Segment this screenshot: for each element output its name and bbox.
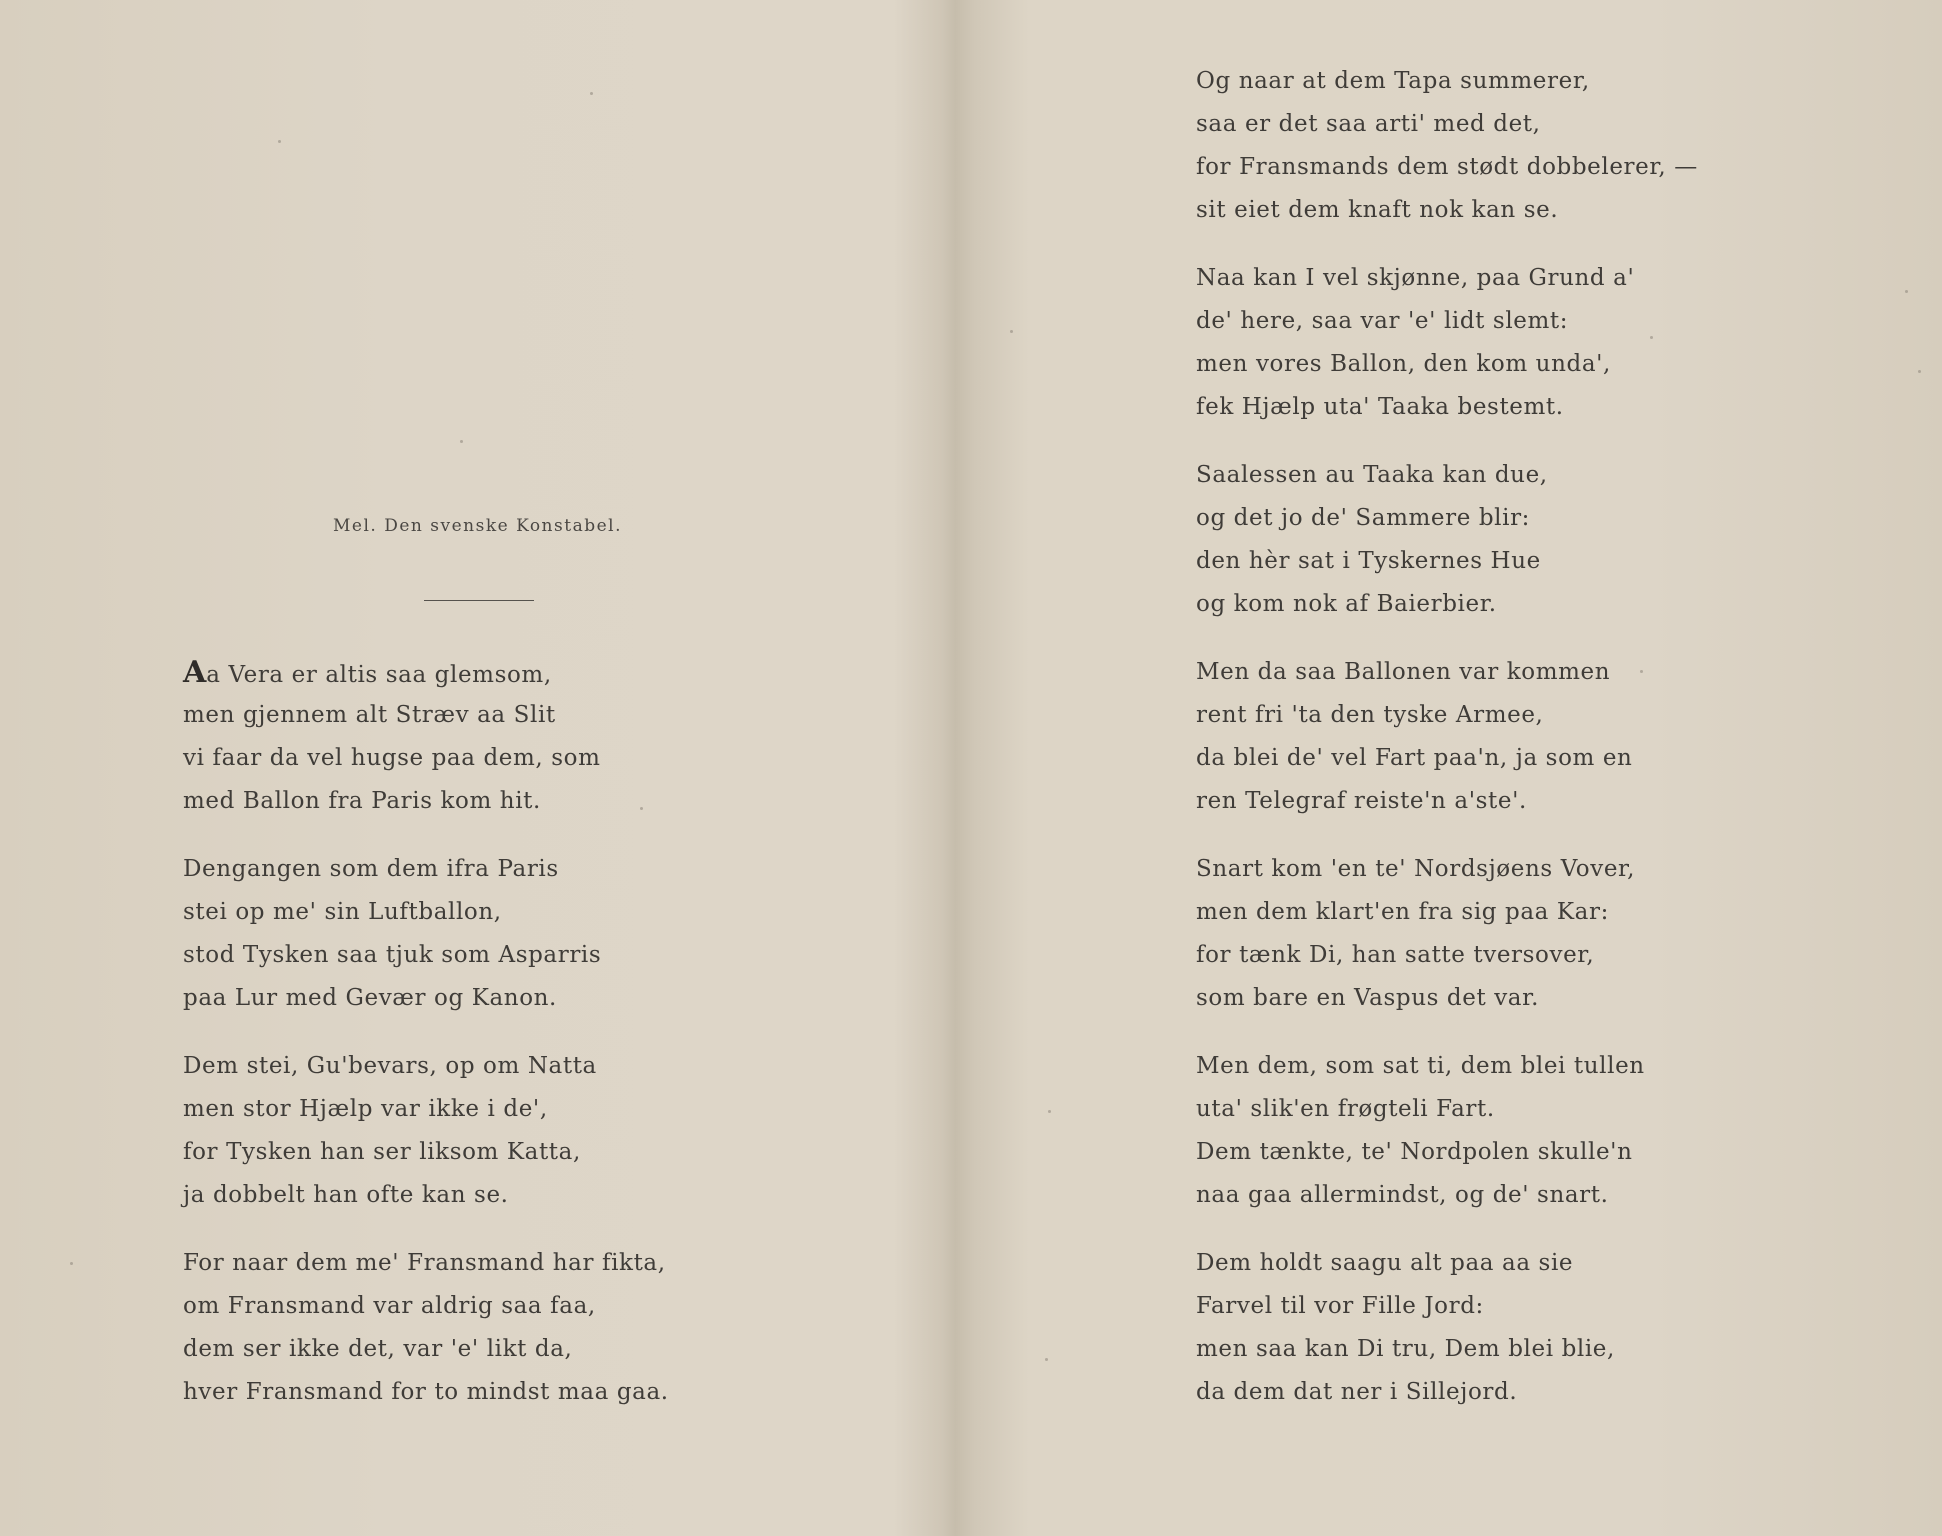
paper-speck [460,440,463,443]
poem-line: dem ser ikke det, var 'e' likt da, [183,1336,573,1362]
poem-line: ja dobbelt han ofte kan se. [183,1182,509,1208]
stanza-5 [1196,60,1698,232]
stanza-2 [183,848,669,1020]
poem-line: saa er det saa arti' med det, [1196,111,1541,137]
poem-line: naa gaa allermindst, og de' snart. [1196,1182,1609,1208]
poem-line: Farvel til vor Fille Jord: [1196,1293,1484,1319]
poem-line: stei op me' sin Luftballon, [183,899,502,925]
poem-line: fek Hjælp uta' Taaka bestemt. [1196,394,1564,420]
poem-line: Saalessen au Taaka kan due, [1196,462,1548,488]
poem-line: rent fri 'ta den tyske Armee, [1196,702,1544,728]
paper-speck [640,807,643,810]
poem-line: uta' slik'en frøgteli Fart. [1196,1096,1495,1122]
stanza-11 [1196,1242,1698,1414]
poem-line: da blei de' vel Fart paa'n, ja som en [1196,745,1633,771]
stanza-6 [1196,257,1698,429]
poem-line: de' here, saa var 'e' lidt slemt: [1196,308,1569,334]
left-poem [183,651,669,1439]
poem-line: For naar dem me' Fransmand har fikta, [183,1250,666,1276]
stanza-10 [1196,1045,1698,1217]
poem-line: Men da saa Ballonen var kommen [1196,659,1611,685]
poem-line: for Tysken han ser liksom Katta, [183,1139,581,1165]
poem-line: Og naar at dem Tapa summerer, [1196,68,1590,94]
paper-speck [1048,1110,1051,1113]
poem-line: paa Lur med Gevær og Kanon. [183,985,557,1011]
poem-line: om Fransmand var aldrig saa faa, [183,1293,596,1319]
drop-cap: A [183,655,207,690]
poem-line: Dengangen som dem ifra Paris [183,856,559,882]
divider-rule [424,600,534,601]
poem-line: med Ballon fra Paris kom hit. [183,788,541,814]
stanza-8 [1196,651,1698,823]
poem-line: Dem tænkte, te' Nordpolen skulle'n [1196,1139,1633,1165]
poem-line [183,651,669,694]
paper-speck [1918,370,1921,373]
poem-line: Dem stei, Gu'bevars, op om Natta [183,1053,597,1079]
poem-line: hver Fransmand for to mindst maa gaa. [183,1379,669,1405]
poem-line: og kom nok af Baierbier. [1196,591,1497,617]
line-text: a Vera er altis saa glemsom, [206,662,552,688]
poem-line: og det jo de' Sammere blir: [1196,505,1531,531]
paper-speck [1045,1358,1048,1361]
poem-line: men gjennem alt Stræv aa Slit [183,702,556,728]
poem-line: ren Telegraf reiste'n a'ste'. [1196,788,1527,814]
poem-line: men saa kan Di tru, Dem blei blie, [1196,1336,1615,1362]
poem-line: men stor Hjælp var ikke i de', [183,1096,548,1122]
poem-line: for Fransmands dem stødt dobbelerer, — [1196,154,1698,180]
stanza-1 [183,651,669,823]
stanza-3 [183,1045,669,1217]
paper-speck [590,92,593,95]
poem-line: den hèr sat i Tyskernes Hue [1196,548,1541,574]
poem-line: Snart kom 'en te' Nordsjøens Vover, [1196,856,1636,882]
poem-line: for tænk Di, han satte tversover, [1196,942,1595,968]
poem-line: men dem klart'en fra sig paa Kar: [1196,899,1609,925]
stanza-4 [183,1242,669,1414]
paper-speck [70,1262,73,1265]
stanza-9 [1196,848,1698,1020]
poem-line: sit eiet dem knaft nok kan se. [1196,197,1559,223]
poem-line: som bare en Vaspus det var. [1196,985,1540,1011]
melody-caption: Mel. Den svenske Konstabel. [333,516,622,536]
poem-line: men vores Ballon, den kom unda', [1196,351,1611,377]
poem-line: vi faar da vel hugse paa dem, som [183,745,601,771]
paper-speck [1010,330,1013,333]
poem-line: Naa kan I vel skjønne, paa Grund a' [1196,265,1635,291]
poem-line: da dem dat ner i Sillejord. [1196,1379,1518,1405]
right-poem [1196,60,1698,1439]
paper-speck [1905,290,1908,293]
right-page [955,0,1942,1536]
paper-speck [1650,336,1653,339]
poem-line: Dem holdt saagu alt paa aa sie [1196,1250,1574,1276]
poem-line: stod Tysken saa tjuk som Asparris [183,942,602,968]
paper-speck [1640,670,1643,673]
left-page [0,0,955,1536]
poem-line: Men dem, som sat ti, dem blei tullen [1196,1053,1645,1079]
stanza-7 [1196,454,1698,626]
paper-speck [278,140,281,143]
